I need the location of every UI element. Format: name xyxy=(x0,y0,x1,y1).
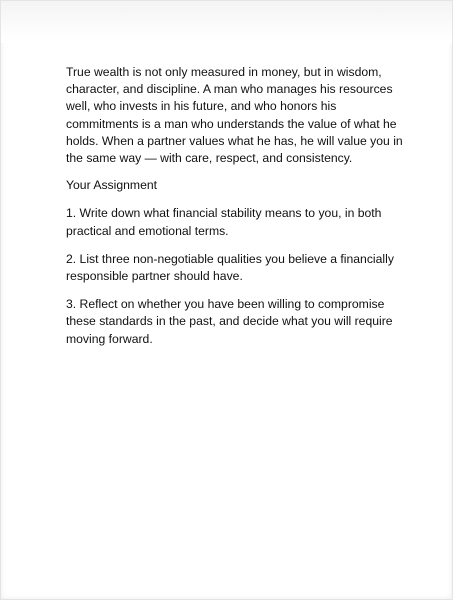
assignment-item-2: 2. List three non-negotiable qualities you believe a financially responsible partner should have. xyxy=(66,251,394,284)
assignment-item-3: 3. Reflect on whether you have been willing to compromise these standards in the past, and decide what you will require moving forward. xyxy=(66,297,393,346)
assignment-heading: Your Assignment xyxy=(66,178,158,193)
document-body xyxy=(66,64,406,359)
assignment-item-1: 1. Write down what financial stability means to you, in both practical and emotional terms. xyxy=(66,206,382,238)
intro-paragraph: True wealth is not only measured in money, but in wisdom, character, and discipline. A man who manages his resources well, who invests in his future, and who honors his commitments is a man who understands the value of what he holds. When a partner values what he has, he will value you in the same way — with care, respect, and consistency. xyxy=(66,65,403,166)
page-top-shadow xyxy=(1,1,452,43)
